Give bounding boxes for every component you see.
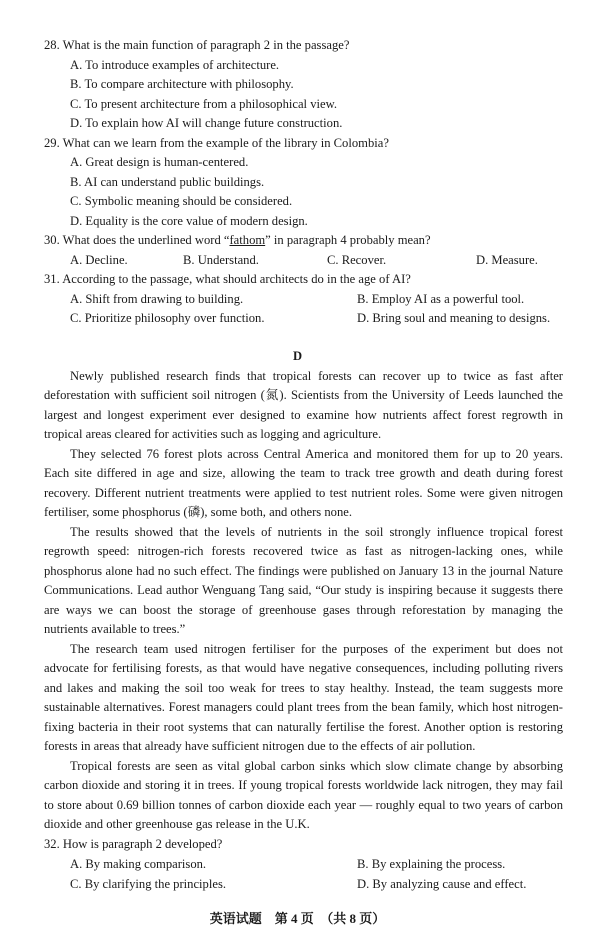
question-28-option-d: D. To explain how AI will change future construction.: [70, 116, 343, 130]
question-32-option-d: D. By analyzing cause and effect.: [357, 877, 527, 891]
question-29-option-a: A. Great design is human-centered.: [70, 155, 249, 169]
passage-paragraph-4: The research team used nitrogen fertiliser for the purposes of the experiment but does not advocate for fertilising forests, as that would have negative consequences, including polluting rivers and lakes and making the soil too weak for trees to stay healthy. Instead, the team suggests more sustainable alternatives. Forest managers could plant trees from the bean family, which host nitrogen-fixing bacteria in their root systems that can naturally fertilise the forest. Another option is restoring forests in areas that already have sufficient nitrogen due to the effects of air pollution.: [44, 642, 563, 754]
question-31-option-b: B. Employ AI as a powerful tool.: [357, 292, 525, 306]
page-footer: 英语试题 第 4 页 （共 8 页）: [209, 911, 386, 926]
question-31-stem: 31. According to the passage, what should architects do in the age of AI?: [44, 272, 411, 286]
question-29-option-c: C. Symbolic meaning should be considered.: [70, 194, 293, 208]
passage-paragraph-2: They selected 76 forest plots across Central America and monitored them for up to 20 years. Each site differed in age and size, allowing the team to track tree growth and death during forest recovery. Different nutrient treatments were applied to test nutrient roles. Some were given nitrogen fertiliser, some phosphorus (磷), some both, and others none.: [44, 447, 563, 520]
passage-paragraph-5: Tropical forests are seen as vital global carbon sinks which slow climate change by absorbing carbon dioxide and storing it in trees. If young tropical forests worldwide lack nitrogen, they may fail to store about 0.69 billion tonnes of carbon dioxide each year — roughly equal to two years of carbon dioxide and other greenhouse gas release in the U.K.: [44, 759, 563, 832]
question-28-option-c: C. To present architecture from a philosophical view.: [70, 97, 338, 111]
question-30-stem: 30. What does the underlined word “fathom” in paragraph 4 probably mean?: [44, 233, 431, 247]
question-30-option-c: C. Recover.: [327, 253, 387, 267]
question-32-stem: 32. How is paragraph 2 developed?: [44, 837, 223, 851]
question-28-option-b: B. To compare architecture with philosophy.: [70, 77, 294, 91]
passage-paragraph-3: The results showed that the levels of nutrients in the soil strongly influence tropical forest regrowth speed: nitrogen-rich forests recovered twice as fast as nitrogen-lacking ones, while phosphorus alone had no such effect. The findings were published on January 13 in the journal Nature Communications. Lead author Wenguang Tang said, “Our study is inspiring because it suggests there are ways we can boost the storage of greenhouse gases through reforestation by managing the nutrients available to trees.”: [44, 525, 563, 637]
question-30-option-b: B. Understand.: [183, 253, 259, 267]
question-29-option-d: D. Equality is the core value of modern design.: [70, 214, 308, 228]
question-32-option-b: B. By explaining the process.: [357, 857, 506, 871]
question-28-stem: 28. What is the main function of paragraph 2 in the passage?: [44, 38, 350, 52]
passage-paragraph-1: Newly published research finds that tropical forests can recover up to twice as fast after deforestation with sufficient soil nitrogen (氮). Scientists from the University of Leeds launched the largest and longest experiment ever designed to examine how nutrients affect forest regrowth in tropical areas cleared for activities such as logging and agriculture.: [44, 369, 563, 442]
question-32-option-a: A. By making comparison.: [70, 857, 207, 871]
question-30-option-a: A. Decline.: [70, 253, 128, 267]
question-30-option-d: D. Measure.: [476, 253, 538, 267]
section-title: D: [292, 349, 303, 363]
question-29-option-b: B. AI can understand public buildings.: [70, 175, 265, 189]
underlined-word: fathom: [229, 233, 266, 247]
question-28-option-a: A. To introduce examples of architecture.: [70, 58, 280, 72]
question-29-stem: 29. What can we learn from the example of the library in Colombia?: [44, 136, 389, 150]
question-31-option-d: D. Bring soul and meaning to designs.: [357, 311, 551, 325]
question-32-option-c: C. By clarifying the principles.: [70, 877, 226, 891]
question-31-option-c: C. Prioritize philosophy over function.: [70, 311, 265, 325]
question-31-option-a: A. Shift from drawing to building.: [70, 292, 244, 306]
